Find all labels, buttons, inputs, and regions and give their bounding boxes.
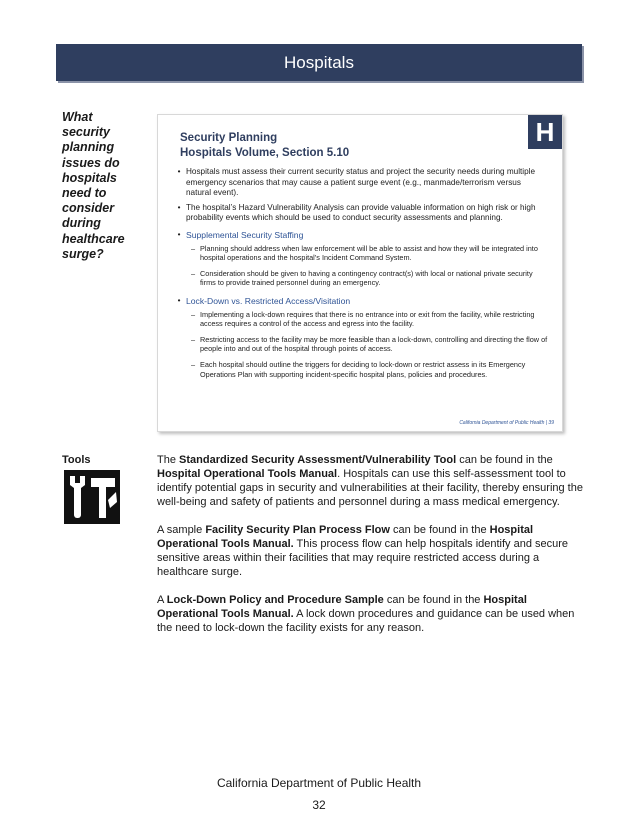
bullet-dash: – — [190, 268, 196, 278]
slide-subbullet — [186, 360, 548, 379]
tools-description — [157, 453, 587, 649]
slide-subbullet — [186, 310, 548, 329]
slide-section-heading — [172, 296, 548, 307]
bullet-dot: • — [177, 167, 181, 176]
manual-name: Hospital Operational Tools Manual — [157, 468, 338, 480]
bullet-dash: – — [190, 334, 196, 344]
bullet-dot: • — [177, 295, 181, 305]
footer-organization: California Department of Public Health — [216, 776, 422, 790]
subbullet-text: Implementing a lock-down requires that there is no entrance into or exit from the facility, while restricting access requires a control of the access and egress into the facility. — [200, 309, 535, 329]
text-run: A — [157, 594, 167, 606]
section-heading-text: Supplemental Security Staffing — [186, 229, 304, 240]
slide-footer: California Department of Public Health | 39 — [459, 420, 554, 426]
tool-name: Lock-Down Policy and Procedure Sample — [166, 594, 384, 606]
slide-bullet — [172, 167, 548, 199]
tool-name: Standardized Security Assessment/Vulnerability Tool — [179, 454, 457, 466]
text-run: can be found in the — [383, 594, 484, 606]
slide-subbullet — [186, 269, 548, 288]
subbullet-text: Each hospital should outline the triggers for deciding to lock-down or restrict assess in its Emergency Operations Plan with supporting incident-specific hospital plans, policies and procedures. — [200, 359, 526, 379]
sidebar-question: What security planning issues do hospitals need to consider during healthcare surge? — [62, 110, 125, 261]
tools-paragraph — [157, 453, 587, 509]
page-number: 32 — [312, 798, 326, 812]
tool-name: Facility Security Plan Process Flow — [205, 524, 390, 536]
bullet-dash: – — [190, 243, 196, 253]
tools-label: Tools — [62, 454, 91, 466]
slide-title — [180, 131, 349, 161]
slide-title-line1: Security Planning — [180, 132, 278, 144]
slide-bullet-text: Hospitals must assess their current security status and project the security needs during multiple emergency scenarios that may cause a patient surge event (e.g., manmade/terrorism versus natural event). — [186, 167, 536, 198]
subbullet-text: Restricting access to the facility may be more feasible than a lock-down, controlling and directing the flow of people into and out of the hospital through points of access. — [200, 334, 548, 354]
slide-bullet-text: The hospital’s Hazard Vulnerability Analysis can provide valuable information on high risk or high probability events which should be used to conduct security assessments and planning. — [186, 202, 536, 223]
bullet-dash: – — [190, 309, 196, 319]
text-run: can be found in the — [456, 454, 553, 466]
subbullet-text: Planning should address when law enforcement will be able to assist and how they will be integrated into hospital operations and the hospital’s Incident Command System. — [200, 243, 538, 263]
tools-icon — [64, 470, 120, 529]
section-title: Hospitals — [284, 52, 354, 72]
tools-paragraph — [157, 593, 587, 635]
slide-bullet — [172, 203, 548, 224]
slide-subbullet — [186, 335, 548, 354]
manual-name: Hospital Operational Tools Manual. — [157, 594, 527, 620]
bullet-dash: – — [190, 359, 196, 369]
text-run: A lock down procedures and guidance can be used when the need to lock-down the facility exists for any reason. — [157, 608, 575, 634]
manual-name: Hospital Operational Tools Manual. — [157, 524, 534, 550]
tools-paragraph — [157, 523, 587, 579]
bullet-dot: • — [177, 202, 181, 212]
slide-body — [172, 167, 548, 385]
text-run: A sample — [157, 524, 206, 536]
text-run: The — [157, 454, 180, 466]
slide-title-line2: Hospitals Volume, Section 5.10 — [180, 147, 350, 159]
slide-excerpt — [157, 114, 563, 432]
text-run: This process flow can help hospitals identify and secure sensitive areas within their facilities that may require restricted access during a healthcare surge. — [157, 538, 569, 578]
bullet-dot: • — [177, 229, 181, 239]
subbullet-text: Consideration should be given to having a contingency contract(s) with local or national private security firms to provide trained personnel during an emergency. — [200, 268, 533, 288]
slide-subbullet — [186, 244, 548, 263]
section-heading-text: Lock-Down vs. Restricted Access/Visitation — [186, 295, 351, 306]
text-run: . Hospitals can use this self-assessment tool to identify potential gaps in security and vulnerabilities at their facility, thereby ensuring the well-being and safety of patients and personnel during a mass medical emergency. — [157, 468, 583, 508]
slide-section-heading — [172, 230, 548, 241]
text-run: can be found in the — [389, 524, 490, 536]
slide-badge: H — [528, 115, 562, 149]
section-banner — [56, 44, 582, 81]
